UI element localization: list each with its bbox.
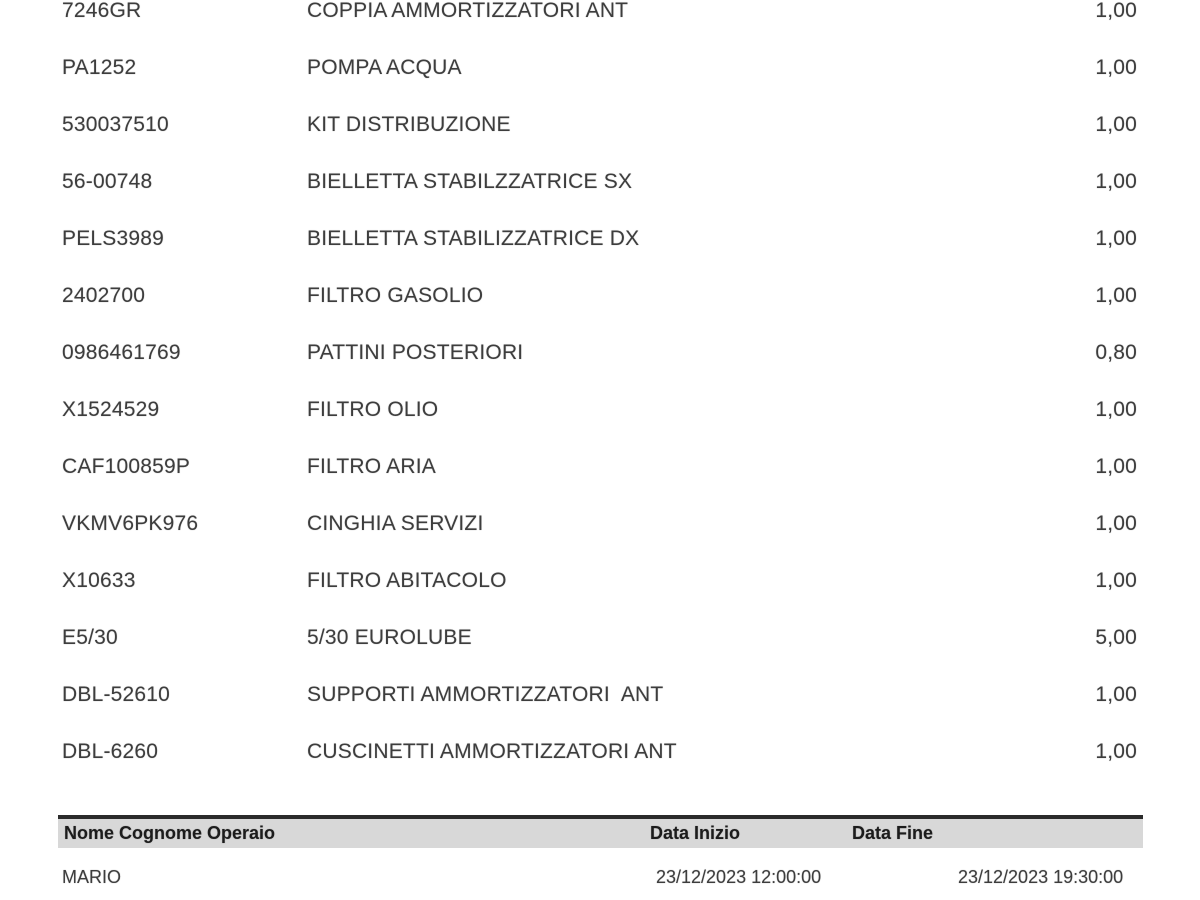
table-row (0, 228, 1200, 250)
worker-table-header (58, 819, 1143, 848)
table-row (0, 57, 1200, 79)
part-description-cell: POMPA ACQUA (307, 56, 462, 79)
part-description-cell: FILTRO GASOLIO (307, 284, 484, 307)
part-description-cell: COPPIA AMMORTIZZATORI ANT (307, 0, 629, 22)
table-row (0, 171, 1200, 193)
part-code-cell: VKMV6PK976 (62, 512, 199, 535)
table-row (0, 570, 1200, 592)
table-row (0, 741, 1200, 763)
part-quantity-cell: 1,00 (1095, 227, 1137, 250)
table-row (0, 513, 1200, 535)
part-quantity-cell: 5,00 (1095, 626, 1137, 649)
part-code-cell: DBL-6260 (62, 740, 159, 763)
part-quantity-cell: 1,00 (1095, 0, 1137, 22)
part-description-cell: SUPPORTI AMMORTIZZATORI ANT (307, 683, 664, 706)
part-code-cell: E5/30 (62, 626, 118, 649)
start-date-column-header: Data Inizio (650, 823, 741, 843)
part-description-cell: 5/30 EUROLUBE (307, 626, 472, 649)
part-code-cell: X1524529 (62, 398, 160, 421)
table-row (0, 456, 1200, 478)
part-quantity-cell: 1,00 (1095, 683, 1137, 706)
part-quantity-cell: 1,00 (1095, 398, 1137, 421)
part-quantity-cell: 1,00 (1095, 455, 1137, 478)
part-description-cell: BIELLETTA STABILZZATRICE SX (307, 170, 633, 193)
table-row (0, 285, 1200, 307)
part-quantity-cell: 1,00 (1095, 56, 1137, 79)
table-row (0, 114, 1200, 136)
part-quantity-cell: 1,00 (1095, 740, 1137, 763)
part-code-cell: 0986461769 (62, 341, 181, 364)
end-date-cell: 23/12/2023 19:30:00 (958, 867, 1124, 887)
part-description-cell: BIELLETTA STABILIZZATRICE DX (307, 227, 640, 250)
part-description-cell: FILTRO ARIA (307, 455, 436, 478)
part-quantity-cell: 1,00 (1095, 113, 1137, 136)
worker-row (0, 866, 1200, 888)
table-row (0, 627, 1200, 649)
part-code-cell: PA1252 (62, 56, 137, 79)
part-description-cell: FILTRO OLIO (307, 398, 439, 421)
part-code-cell: 56-00748 (62, 170, 153, 193)
part-code-cell: DBL-52610 (62, 683, 171, 706)
table-row (0, 342, 1200, 364)
table-row (0, 399, 1200, 421)
part-quantity-cell: 1,00 (1095, 170, 1137, 193)
table-row (0, 684, 1200, 706)
part-quantity-cell: 0,80 (1095, 341, 1137, 364)
part-code-cell: 530037510 (62, 113, 169, 136)
worker-name-cell: MARIO (62, 867, 122, 887)
worker-name-column-header: Nome Cognome Operaio (64, 823, 276, 843)
part-description-cell: KIT DISTRIBUZIONE (307, 113, 511, 136)
part-quantity-cell: 1,00 (1095, 569, 1137, 592)
part-code-cell: PELS3989 (62, 227, 165, 250)
part-code-cell: CAF100859P (62, 455, 191, 478)
part-description-cell: FILTRO ABITACOLO (307, 569, 507, 592)
start-date-cell: 23/12/2023 12:00:00 (656, 867, 822, 887)
end-date-column-header: Data Fine (852, 823, 934, 843)
part-description-cell: PATTINI POSTERIORI (307, 341, 524, 364)
table-row (0, 0, 1200, 22)
part-code-cell: 2402700 (62, 284, 146, 307)
part-description-cell: CINGHIA SERVIZI (307, 512, 484, 535)
part-quantity-cell: 1,00 (1095, 512, 1137, 535)
part-quantity-cell: 1,00 (1095, 284, 1137, 307)
part-description-cell: CUSCINETTI AMMORTIZZATORI ANT (307, 740, 677, 763)
part-code-cell: X10633 (62, 569, 136, 592)
part-code-cell: 7246GR (62, 0, 142, 22)
